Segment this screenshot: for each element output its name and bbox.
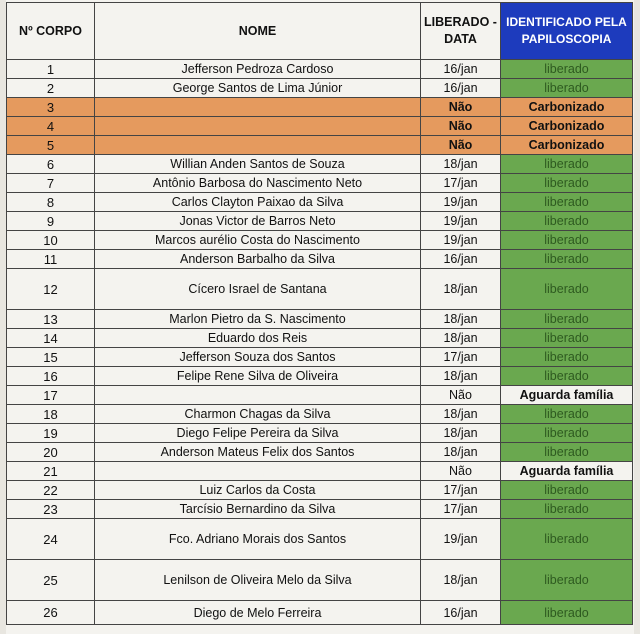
cell-nome: Anderson Barbalho da Silva	[95, 250, 421, 269]
cell-liberado-data: 18/jan	[421, 405, 501, 424]
cell-nome: Fco. Adriano Morais dos Santos	[95, 519, 421, 560]
cell-corpo: 21	[7, 462, 95, 481]
cell-liberado-data: 18/jan	[421, 560, 501, 601]
table-row	[7, 269, 633, 310]
cell-liberado-data: Não	[421, 98, 501, 117]
cell-corpo: 23	[7, 500, 95, 519]
header-liberado: LIBERADO - DATA	[421, 3, 501, 60]
cell-nome: Marcos aurélio Costa do Nascimento	[95, 231, 421, 250]
cell-nome: Jefferson Souza dos Santos	[95, 348, 421, 367]
cell-corpo: 8	[7, 193, 95, 212]
cell-identificado: liberado	[501, 348, 633, 367]
cell-identificado: liberado	[501, 310, 633, 329]
cell-liberado-data: 19/jan	[421, 519, 501, 560]
cell-nome: Tarcísio Bernardino da Silva	[95, 500, 421, 519]
cell-liberado-data: Não	[421, 136, 501, 155]
cell-liberado-data: 18/jan	[421, 443, 501, 462]
cell-identificado: liberado	[501, 481, 633, 500]
cell-corpo: 20	[7, 443, 95, 462]
table-row	[7, 250, 633, 269]
cell-corpo: 11	[7, 250, 95, 269]
cell-nome: Jonas Victor de Barros Neto	[95, 212, 421, 231]
cell-liberado-data: Não	[421, 117, 501, 136]
cell-nome: Charmon Chagas da Silva	[95, 405, 421, 424]
cell-nome: Willian Anden Santos de Souza	[95, 155, 421, 174]
cell-corpo: 4	[7, 117, 95, 136]
cell-identificado: Aguarda família	[501, 386, 633, 405]
cell-nome: Luiz Carlos da Costa	[95, 481, 421, 500]
cell-liberado-data: 17/jan	[421, 481, 501, 500]
table-row	[7, 367, 633, 386]
cell-corpo: 3	[7, 98, 95, 117]
cell-identificado: liberado	[501, 269, 633, 310]
table-row	[7, 174, 633, 193]
table-row	[7, 155, 633, 174]
cell-identificado: liberado	[501, 519, 633, 560]
cell-nome: Cícero Israel de Santana	[95, 269, 421, 310]
cell-nome: Antônio Barbosa do Nascimento Neto	[95, 174, 421, 193]
cell-nome	[95, 98, 421, 117]
cell-corpo: 5	[7, 136, 95, 155]
cell-nome: Anderson Mateus Felix dos Santos	[95, 443, 421, 462]
cell-corpo: 16	[7, 367, 95, 386]
cell-liberado-data: 16/jan	[421, 601, 501, 625]
cell-liberado-data: 16/jan	[421, 79, 501, 98]
cell-identificado: liberado	[501, 424, 633, 443]
header-identificado: IDENTIFICADO PELA PAPILOSCOPIA	[501, 3, 633, 60]
cell-liberado-data: 19/jan	[421, 231, 501, 250]
table-row	[7, 60, 633, 79]
cell-liberado-data: 18/jan	[421, 424, 501, 443]
cell-corpo: 13	[7, 310, 95, 329]
cell-corpo: 26	[7, 601, 95, 625]
cell-liberado-data: Não	[421, 386, 501, 405]
table-row	[7, 329, 633, 348]
header-row	[7, 3, 633, 60]
cell-identificado: liberado	[501, 212, 633, 231]
table-row	[7, 500, 633, 519]
cell-liberado-data: 19/jan	[421, 212, 501, 231]
cell-liberado-data: 19/jan	[421, 193, 501, 212]
table-row	[7, 481, 633, 500]
cell-identificado: Aguarda família	[501, 462, 633, 481]
cell-identificado: liberado	[501, 155, 633, 174]
table-row	[7, 386, 633, 405]
cell-identificado: liberado	[501, 500, 633, 519]
cell-corpo: 17	[7, 386, 95, 405]
cell-corpo: 1	[7, 60, 95, 79]
cell-corpo: 22	[7, 481, 95, 500]
cell-corpo: 2	[7, 79, 95, 98]
cell-liberado-data: 18/jan	[421, 310, 501, 329]
cell-liberado-data: Não	[421, 462, 501, 481]
cell-nome	[95, 462, 421, 481]
cell-identificado: liberado	[501, 231, 633, 250]
victims-table	[6, 2, 633, 625]
cell-nome	[95, 386, 421, 405]
cell-nome: Marlon Pietro da S. Nascimento	[95, 310, 421, 329]
cell-corpo: 7	[7, 174, 95, 193]
cell-identificado: Carbonizado	[501, 117, 633, 136]
table-row	[7, 601, 633, 625]
cell-corpo: 6	[7, 155, 95, 174]
cell-corpo: 24	[7, 519, 95, 560]
table-row	[7, 348, 633, 367]
cell-identificado: Carbonizado	[501, 98, 633, 117]
cell-corpo: 9	[7, 212, 95, 231]
cell-liberado-data: 18/jan	[421, 367, 501, 386]
table-row	[7, 443, 633, 462]
table-row	[7, 310, 633, 329]
cell-liberado-data: 16/jan	[421, 250, 501, 269]
cell-liberado-data: 18/jan	[421, 269, 501, 310]
cell-nome: Diego Felipe Pereira da Silva	[95, 424, 421, 443]
cell-corpo: 12	[7, 269, 95, 310]
cell-corpo: 10	[7, 231, 95, 250]
table-row	[7, 79, 633, 98]
header-corpo: Nº CORPO	[7, 3, 95, 60]
cell-nome: Eduardo dos Reis	[95, 329, 421, 348]
cell-identificado: liberado	[501, 79, 633, 98]
cell-nome	[95, 136, 421, 155]
table-row	[7, 98, 633, 117]
cell-liberado-data: 18/jan	[421, 329, 501, 348]
cell-corpo: 15	[7, 348, 95, 367]
cell-identificado: liberado	[501, 405, 633, 424]
cell-nome	[95, 117, 421, 136]
cell-identificado: liberado	[501, 443, 633, 462]
cell-identificado: liberado	[501, 250, 633, 269]
cell-nome: Carlos Clayton Paixao da Silva	[95, 193, 421, 212]
cell-nome: Jefferson Pedroza Cardoso	[95, 60, 421, 79]
table-row	[7, 117, 633, 136]
cell-identificado: liberado	[501, 329, 633, 348]
table-row	[7, 212, 633, 231]
cell-nome: Diego de Melo Ferreira	[95, 601, 421, 625]
cell-nome: Lenilson de Oliveira Melo da Silva	[95, 560, 421, 601]
header-nome: NOME	[95, 3, 421, 60]
cell-liberado-data: 16/jan	[421, 60, 501, 79]
table-row	[7, 519, 633, 560]
table-row	[7, 424, 633, 443]
cell-liberado-data: 17/jan	[421, 348, 501, 367]
cell-identificado: liberado	[501, 560, 633, 601]
table-row	[7, 462, 633, 481]
cell-nome: George Santos de Lima Júnior	[95, 79, 421, 98]
table-row	[7, 560, 633, 601]
table-row	[7, 136, 633, 155]
cell-corpo: 18	[7, 405, 95, 424]
cell-corpo: 14	[7, 329, 95, 348]
cell-liberado-data: 17/jan	[421, 500, 501, 519]
cell-identificado: liberado	[501, 174, 633, 193]
cell-identificado: liberado	[501, 367, 633, 386]
table-row	[7, 231, 633, 250]
table-row	[7, 193, 633, 212]
cell-liberado-data: 18/jan	[421, 155, 501, 174]
table-row	[7, 405, 633, 424]
cell-liberado-data: 17/jan	[421, 174, 501, 193]
cell-corpo: 25	[7, 560, 95, 601]
cell-identificado: Carbonizado	[501, 136, 633, 155]
cell-identificado: liberado	[501, 60, 633, 79]
cell-identificado: liberado	[501, 601, 633, 625]
cell-nome: Felipe Rene Silva de Oliveira	[95, 367, 421, 386]
cell-identificado: liberado	[501, 193, 633, 212]
cell-corpo: 19	[7, 424, 95, 443]
